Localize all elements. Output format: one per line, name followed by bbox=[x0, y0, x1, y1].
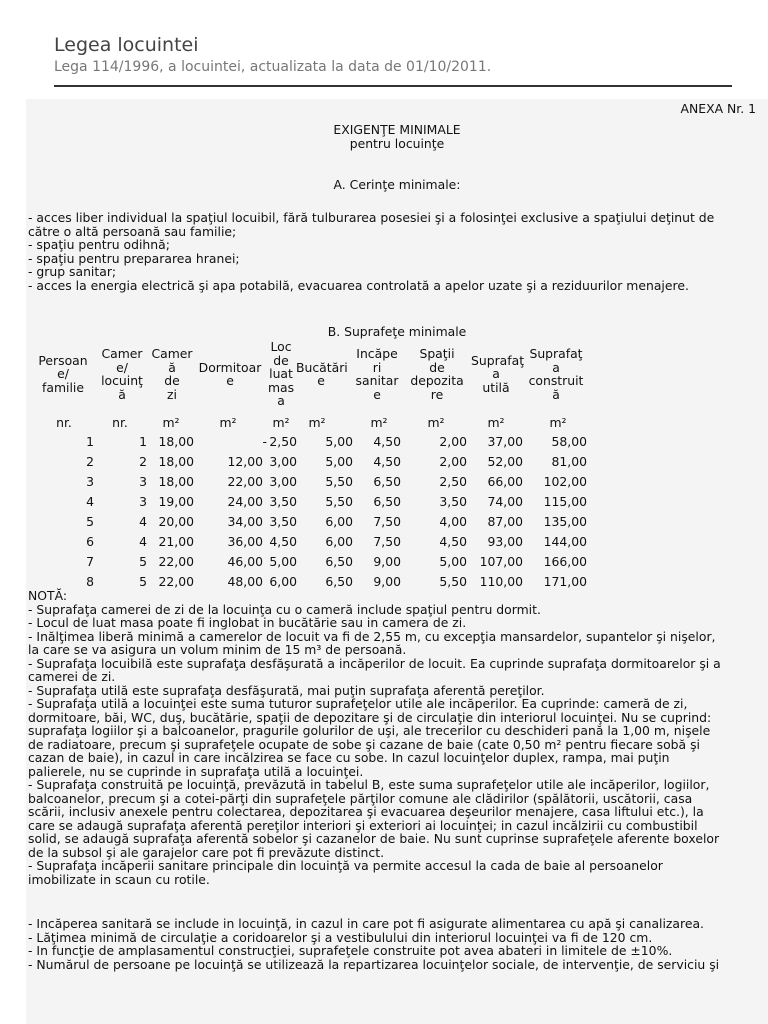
note-line: - Suprafaţa incăperii sanitare principale din locuinţă va permite accesul la cada de baie al persoanelor bbox=[28, 858, 663, 873]
table-cell: 9,00 bbox=[373, 574, 401, 589]
note-line: de la subsol şi ale garajelor care pot fi prevăzute distinct. bbox=[28, 844, 385, 860]
requirement-line: - acces la energia electrică şi apa potabilă, evacuarea controlată a apelor uzate şi a reziduurilor menajere. bbox=[28, 277, 689, 293]
table-cell: 5,00 bbox=[325, 454, 353, 469]
document-subtitle: Lega 114/1996, a locuintei, actualizata la data de 01/10/2011. bbox=[54, 59, 492, 75]
table-cell: 36,00 bbox=[227, 534, 263, 549]
table-unit-cell: m² bbox=[549, 415, 567, 430]
table-cell: 3 bbox=[139, 494, 147, 509]
table-cell: 4,00 bbox=[439, 514, 467, 529]
table-cell: 18,00 bbox=[158, 434, 194, 449]
heading-line-2: pentru locuinţe bbox=[349, 136, 445, 151]
note-line: imobilizate in scaun cu rotile. bbox=[28, 871, 210, 887]
table-cell: 9,00 bbox=[373, 554, 401, 569]
table-unit-cell: m² bbox=[487, 415, 505, 430]
table-cell: 3 bbox=[86, 474, 94, 489]
note-line: - Lăţimea minimă de circulaţie a coridoarelor şi a vestibulului din interiorul locuinţei va fi de 120 cm. bbox=[28, 929, 653, 945]
table-cell: 6,50 bbox=[325, 554, 353, 569]
table-cell: 4,50 bbox=[439, 534, 467, 549]
table-cell: 6,00 bbox=[269, 574, 297, 589]
table-header-cell: Persoan e/ familie bbox=[38, 352, 88, 395]
table-header-cell: Dormitoar e bbox=[198, 359, 262, 388]
table-cell: 4 bbox=[139, 534, 147, 549]
table-cell: 2,50 bbox=[269, 434, 297, 449]
table-cell: 5 bbox=[139, 574, 147, 589]
table-cell: 18,00 bbox=[158, 454, 194, 469]
table-cell: 6,50 bbox=[325, 574, 353, 589]
annex-label: ANEXA Nr. 1 bbox=[680, 101, 756, 116]
table-cell: 2 bbox=[139, 454, 147, 469]
table-cell: 21,00 bbox=[158, 534, 194, 549]
table-header-cell: Loc de luat mas a bbox=[267, 339, 295, 409]
note-line: - Suprafaţa utilă este suprafaţa desfăşurată, mai puţin suprafaţa aferentă pereţilor. bbox=[28, 682, 545, 698]
document-page bbox=[26, 99, 768, 1024]
table-cell: 22,00 bbox=[227, 474, 263, 489]
note-line: NOTĂ: bbox=[28, 588, 68, 603]
table-cell: 3,50 bbox=[269, 494, 297, 509]
table-unit-cell: m² bbox=[162, 415, 180, 430]
note-line: de radiatoare, precum şi suprafeţele ocupate de sobe şi cazane de baie (cate 0,50 m² pentru fiecare sobă şi bbox=[28, 736, 700, 752]
notes-block-2 bbox=[28, 917, 758, 971]
requirement-line: - grup sanitar; bbox=[28, 264, 117, 279]
note-line: - Inălţimea liberă minimă a camerelor de locuit va fi de 2,55 m, cu excepţia mansardelor, supantelor şi nişelor, bbox=[28, 628, 716, 644]
table-cell: 4 bbox=[86, 494, 94, 509]
note-line: - Numărul de persoane pe locuinţă se utilizează la repartizarea locuinţelor sociale, de intervenţie, de serviciu şi bbox=[28, 956, 720, 972]
table-cell: 6,00 bbox=[325, 514, 353, 529]
note-line: - Suprafaţa locuibilă este suprafaţa desfăşurată a incăperilor de locuit. Ea cuprinde suprafaţa dormitoarelor şi a bbox=[28, 655, 721, 671]
table-cell: 19,00 bbox=[158, 494, 194, 509]
table-cell: 6,00 bbox=[325, 534, 353, 549]
table-cell: 5,50 bbox=[325, 474, 353, 489]
note-line: - Suprafaţa utilă a locuinţei este suma tuturor suprafeţelor utile ale incăperilor. Ea cuprinde: cameră de zi, bbox=[28, 696, 688, 711]
table-cell: 5,00 bbox=[269, 554, 297, 569]
note-line: palierele, nu se cuprinde in suprafaţa utilă a locuinţei. bbox=[28, 763, 364, 779]
heading-line-1: EXIGENŢE MINIMALE bbox=[333, 122, 461, 137]
notes-block bbox=[28, 589, 758, 886]
table-header-cell: Bucătări e bbox=[296, 359, 348, 388]
note-line: camerei de zi. bbox=[28, 669, 116, 684]
table-header-cell: Spaţii de depozita re bbox=[410, 346, 464, 402]
table-cell: 37,00 bbox=[487, 434, 523, 449]
table-cell: 5,00 bbox=[325, 434, 353, 449]
table-cell: 58,00 bbox=[551, 434, 587, 449]
section-a-heading: A. Cerinţe minimale: bbox=[333, 177, 461, 192]
table-cell: - bbox=[262, 434, 267, 449]
table-cell: 4 bbox=[139, 514, 147, 529]
table-cell: 4,50 bbox=[373, 454, 401, 469]
note-line: la care se va asigura un volum minim de 15 m³ de persoană. bbox=[28, 642, 407, 657]
table-cell: 6,50 bbox=[373, 474, 401, 489]
requirement-line: - spaţiu pentru prepararea hranei; bbox=[28, 250, 240, 266]
note-line: cazan de baie), in cazul in care incălzirea se face cu sobe. In cazul locuinţelor duplex, rampa, mai puţin bbox=[28, 750, 670, 765]
table-cell: 93,00 bbox=[487, 534, 523, 549]
table-cell: 52,00 bbox=[487, 454, 523, 469]
table-cell: 6,50 bbox=[373, 494, 401, 509]
table-cell: 2,50 bbox=[439, 474, 467, 489]
table-cell: 66,00 bbox=[487, 474, 523, 489]
note-line: - Suprafaţa construită pe locuinţă, prevăzută in tabelul B, este suma suprafeţelor utile ale incăperilor, logiilor, bbox=[28, 777, 710, 792]
table-cell: 110,00 bbox=[479, 574, 523, 589]
note-line: - Suprafaţa camerei de zi de la locuinţa cu o cameră include spaţiul pentru dormit. bbox=[28, 601, 541, 617]
table-cell: 74,00 bbox=[487, 494, 523, 509]
table-cell: 2,00 bbox=[439, 454, 467, 469]
requirement-line: - spaţiu pentru odihnă; bbox=[28, 237, 170, 252]
table-cell: 20,00 bbox=[158, 514, 194, 529]
requirements-list bbox=[28, 211, 758, 292]
table-unit-cell: nr. bbox=[112, 415, 128, 430]
table-cell: 3,00 bbox=[269, 474, 297, 489]
table-cell: 115,00 bbox=[543, 494, 587, 509]
document-title: Legea locuintei bbox=[54, 34, 199, 56]
table-cell: 81,00 bbox=[551, 454, 587, 469]
table-header-cell: Suprafaţ a construit ă bbox=[528, 346, 584, 402]
note-line: - Locul de luat masa poate fi inglobat in bucătărie sau in camera de zi. bbox=[28, 615, 467, 630]
table-cell: 1 bbox=[139, 434, 147, 449]
header-divider bbox=[54, 85, 732, 87]
table-cell: 18,00 bbox=[158, 474, 194, 489]
table-header-cell: Suprafaţ a utilă bbox=[471, 352, 525, 395]
table-cell: 7 bbox=[86, 554, 94, 569]
table-cell: 107,00 bbox=[479, 554, 523, 569]
note-line: solid, se adaugă suprafaţa aferentă sobelor şi cazanelor de baie. Nu sunt cuprinse suprafeţele aferente boxelor bbox=[28, 831, 720, 846]
table-header-cell: Camer ă de zi bbox=[151, 346, 193, 402]
table-cell: 5,50 bbox=[439, 574, 467, 589]
table-header-cell: Incăpe ri sanitar e bbox=[355, 346, 399, 402]
table-unit-cell: m² bbox=[308, 415, 326, 430]
table-cell: 7,50 bbox=[373, 514, 401, 529]
table-cell: 171,00 bbox=[543, 574, 587, 589]
table-cell: 102,00 bbox=[543, 474, 587, 489]
document-header bbox=[54, 33, 734, 76]
requirement-line: - acces liber individual la spaţiul locuibil, fără tulburarea posesiei şi a folosinţei exclusive a spaţiului deţinut de bbox=[28, 210, 715, 225]
note-line: scării, inclusiv anexele pentru colectarea, depozitarea şi evacuarea deşeurilor menajere, casa liftului etc.), la bbox=[28, 804, 704, 819]
note-line: care se adaugă suprafaţa aferentă pereţilor interiori şi exteriori ai locuinţei; in cazul incălzirii cu combustibil bbox=[28, 817, 698, 833]
table-unit-cell: m² bbox=[427, 415, 445, 430]
note-line: suprafaţa logiilor şi a balcoanelor, pragurile golurilor de uşi, ale trecerilor cu deschideri pană la 1,00 m, nişele bbox=[28, 723, 711, 738]
table-cell: 12,00 bbox=[227, 454, 263, 469]
table-cell: 22,00 bbox=[158, 554, 194, 569]
requirement-line: către o altă persoană sau familie; bbox=[28, 223, 237, 239]
table-cell: 4,50 bbox=[373, 434, 401, 449]
table-cell: 5,50 bbox=[325, 494, 353, 509]
table-cell: 3,50 bbox=[439, 494, 467, 509]
table-unit-cell: m² bbox=[219, 415, 237, 430]
table-unit-cell: nr. bbox=[56, 415, 72, 430]
table-cell: 7,50 bbox=[373, 534, 401, 549]
table-cell: 2,00 bbox=[439, 434, 467, 449]
table-cell: 2 bbox=[86, 454, 94, 469]
table-cell: 87,00 bbox=[487, 514, 523, 529]
table-cell: 144,00 bbox=[543, 534, 587, 549]
table-cell: 6 bbox=[86, 534, 94, 549]
table-cell: 34,00 bbox=[227, 514, 263, 529]
section-b-heading: B. Suprafeţe minimale bbox=[327, 324, 467, 339]
table-cell: 4,50 bbox=[269, 534, 297, 549]
table-cell: 1 bbox=[86, 434, 94, 449]
table-cell: 5,00 bbox=[439, 554, 467, 569]
table-cell: 5 bbox=[86, 514, 94, 529]
table-cell: 24,00 bbox=[227, 494, 263, 509]
table-cell: 3,50 bbox=[269, 514, 297, 529]
note-line: balcoanelor, precum şi a cotei-părţi din suprafeţele părţilor comune ale clădirilor (spălătorii, uscătorii, casa bbox=[28, 790, 693, 806]
table-cell: 166,00 bbox=[543, 554, 587, 569]
table-cell: 3,00 bbox=[269, 454, 297, 469]
note-line: - In funcţie de amplasamentul construcţiei, suprafeţele construite pot avea abateri in limitele de ±10%. bbox=[28, 943, 673, 958]
table-cell: 3 bbox=[139, 474, 147, 489]
table-header-cell: Camer e/ locuinţ ă bbox=[101, 346, 143, 402]
table-cell: 8 bbox=[86, 574, 94, 589]
table-cell: 22,00 bbox=[158, 574, 194, 589]
table-cell: 5 bbox=[139, 554, 147, 569]
table-cell: 135,00 bbox=[543, 514, 587, 529]
table-unit-cell: m² bbox=[370, 415, 388, 430]
note-line: - Incăperea sanitară se include in locuinţă, in cazul in care pot fi asigurate alimentarea cu apă şi canalizarea. bbox=[28, 916, 704, 931]
table-cell: 46,00 bbox=[227, 554, 263, 569]
table-unit-cell: m² bbox=[272, 415, 290, 430]
note-line: dormitoare, băi, WC, duş, bucătărie, spaţii de depozitare şi de circulaţie din interiorul locuinţei. Nu se cuprind: bbox=[28, 709, 712, 725]
table-cell: 48,00 bbox=[227, 574, 263, 589]
